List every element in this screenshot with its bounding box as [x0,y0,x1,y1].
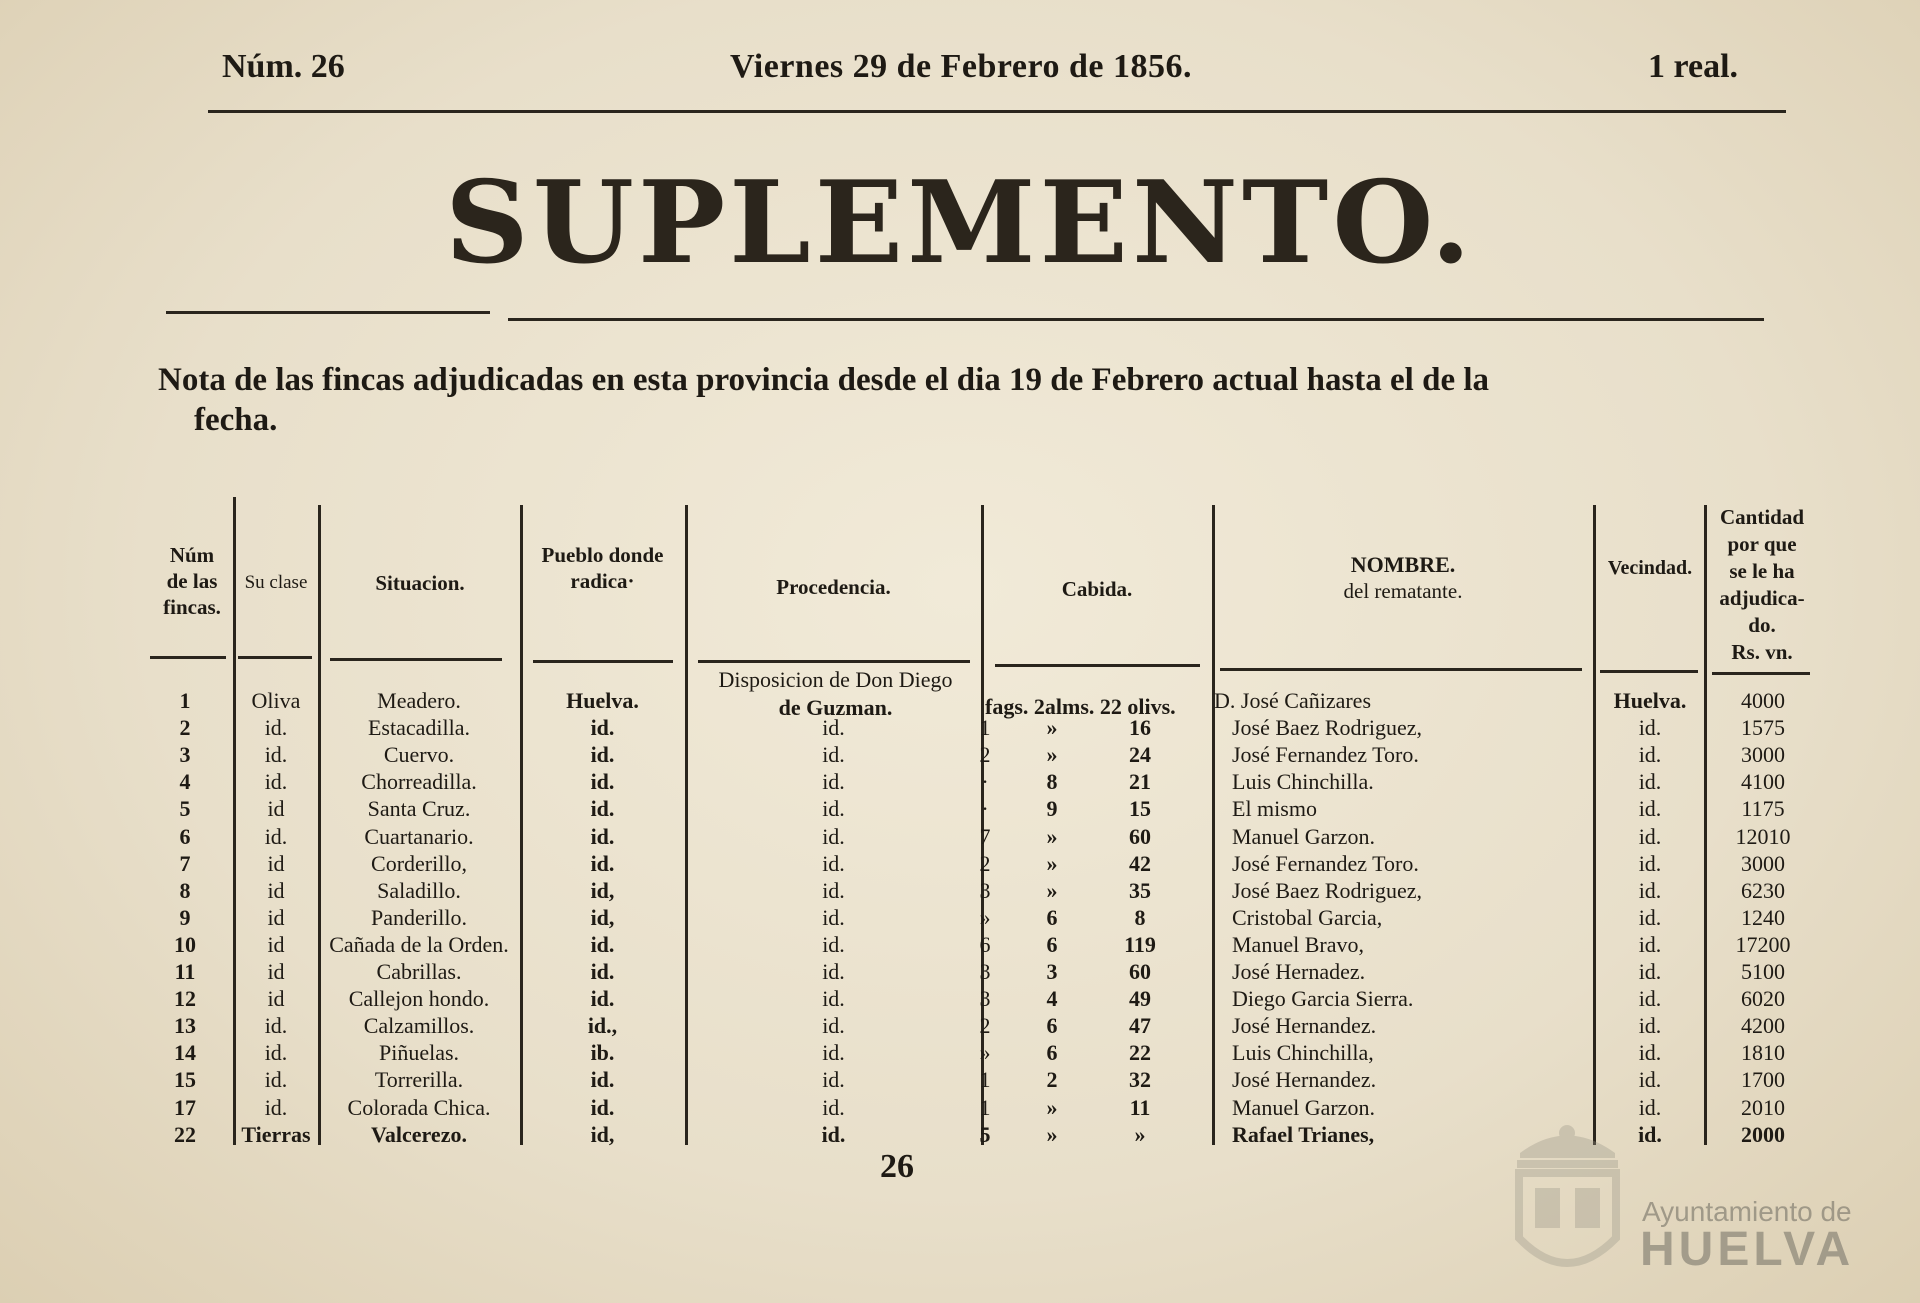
cell-vecindad: id. [1638,1067,1662,1093]
table-row [0,986,1920,1013]
cell-nombre: Manuel Garzon. [1232,1094,1375,1120]
cell-f: » [979,904,991,930]
cell-clase: id [267,959,285,984]
header-cantidad-line: se le ha [1729,559,1795,583]
table-row [0,1122,1920,1149]
cell-f: · [981,769,989,795]
cell-cantidad: 1810 [1741,1040,1785,1066]
cell-situacion: Corderillo, [371,850,467,876]
cell-f: » [979,1040,991,1066]
header-underline [1600,670,1698,673]
cell-nombre: D. José Cañizares [1214,688,1372,713]
cell-num: 7 [179,850,191,876]
cell-vecindad: id. [1638,742,1662,768]
cell-vecindad: id. [1638,715,1662,741]
coat-of-arms-icon [1505,1098,1630,1288]
table-row [0,959,1920,986]
cell-situacion: Callejon hondo. [348,986,490,1012]
cell-cantidad: 1240 [1741,904,1785,930]
cell-nombre: El mismo [1232,796,1317,822]
cell-f: 1 [979,715,991,741]
cell-num: 22 [174,1121,196,1147]
cell-f: 7 [979,823,991,849]
cell-a: » [1046,715,1058,741]
cell-f: 6 [979,931,991,957]
cell-nombre: José Fernandez Toro. [1232,742,1419,768]
cell-a: » [1046,877,1058,903]
cell-num: 9 [179,904,191,930]
cell-nombre: José Hernadez. [1232,959,1366,984]
cell-procedencia: id. [822,796,845,822]
cell-num: 10 [174,931,196,957]
header-num-line: Núm [169,543,215,567]
header-nombre-line: del rematante. [1343,579,1463,603]
cell-situacion: Cañada de la Orden. [329,931,509,957]
header-procedencia: Procedencia. [776,575,891,599]
cell-clase: id [267,904,285,930]
issue-number: Núm. 26 [222,48,345,85]
header-cantidad [1704,504,1820,666]
cell-nombre: José Hernandez. [1232,1067,1377,1093]
cell-nombre: José Hernandez. [1232,1013,1377,1039]
table-row [0,1040,1920,1067]
cell-situacion: Cuervo. [383,742,455,768]
header-cantidad-line: por que [1727,532,1797,556]
header-num-line: de las [166,569,218,593]
procedencia-first-line: Disposicion de Don Diego [718,667,953,692]
page-number: 26 [880,1148,914,1185]
cell-num: 14 [174,1040,196,1066]
cell-vecindad: id. [1638,769,1662,795]
cell-clase: id. [264,1013,288,1039]
header-underline [1712,672,1810,675]
cell-f: 2 [979,1013,991,1039]
cell-situacion: Torrerilla. [374,1067,464,1093]
header-cantidad-line: Rs. vn. [1731,640,1793,664]
cell-vecindad: id. [1638,931,1662,957]
header-underline [1220,668,1582,671]
cell-clase: id. [264,715,288,741]
cell-cantidad: 1175 [1741,796,1785,822]
header-clase: Su clase [244,572,308,593]
header-cantidad-line: Cantidad [1719,505,1805,529]
cell-o: 60 [1129,823,1151,849]
cell-situacion: Panderillo. [371,904,467,930]
cell-procedencia: id. [822,931,845,957]
cell-o: 11 [1129,1094,1151,1120]
title-rule-right [508,318,1764,321]
cell-o: 16 [1129,715,1151,741]
cell-o: 35 [1129,877,1151,903]
header-pueblo-line: radica· [570,569,635,593]
cell-cantidad: 6020 [1741,986,1785,1012]
cell-clase: id. [264,742,288,768]
cell-o: 49 [1129,986,1151,1012]
cell-cantidad: 2010 [1741,1094,1785,1120]
cell-cantidad: 1700 [1741,1067,1785,1093]
cell-a: 6 [1046,904,1058,930]
cell-vecindad: id. [1638,850,1662,876]
cell-a: 6 [1046,1040,1058,1066]
cell-cantidad: 6230 [1741,877,1785,903]
header-underline [150,656,226,659]
cell-f: 1 [979,1094,991,1120]
cell-pueblo: ib. [590,1040,615,1066]
cell-procedencia: id. [822,715,845,741]
cell-a: 6 [1046,931,1058,957]
issue-price: 1 real. [1648,48,1739,85]
cell-num: 12 [174,986,196,1012]
cell-o: 15 [1129,796,1151,822]
cell-vecindad: id. [1638,959,1662,984]
cell-procedencia: id. [822,850,845,876]
header-cabida: Cabida. [1061,577,1133,601]
cell-nombre: Manuel Garzon. [1232,823,1375,849]
table-row [0,932,1920,959]
table-row [0,769,1920,796]
cell-f: 2 [979,742,991,768]
cell-procedencia: id. [822,1040,845,1066]
cell-cantidad: 2000 [1741,1121,1785,1147]
cell-f: 3 [979,877,991,903]
cell-cantidad: 4200 [1741,1013,1785,1039]
cell-situacion: Calzamillos. [363,1013,475,1039]
cell-o: » [1134,1121,1146,1147]
cell-cantidad: 4000 [1741,688,1785,713]
cell-pueblo: id. [590,715,615,741]
intro-note-line-2: fecha. [194,402,278,438]
intro-note-line-1: Nota de las fincas adjudicadas en esta provincia desde el dia 19 de Febrero actual hasta el de la [158,362,1490,398]
cell-clase: id. [264,769,288,795]
cell-cantidad: 3000 [1741,850,1785,876]
watermark-line-2: HUELVA [1640,1223,1855,1276]
page-title: SUPLEMENTO. [445,156,1475,290]
cell-procedencia: id. [822,742,845,768]
cell-cantidad: 17200 [1735,931,1791,957]
cell-a: » [1046,850,1058,876]
cell-clase: id [267,931,285,957]
cell-num: 6 [179,823,191,849]
cell-a: 6 [1046,1013,1058,1039]
table-row [0,742,1920,769]
title-rule-left [166,311,490,314]
cell-situacion: Santa Cruz. [367,796,471,822]
table-row [0,1013,1920,1040]
cell-situacion: Colorada Chica. [347,1094,491,1120]
cell-pueblo: id. [590,796,615,822]
cell-vecindad: id. [1638,1121,1662,1147]
intro-note [158,360,1818,440]
cell-num: 5 [179,796,191,822]
cell-clase: id. [264,823,288,849]
cell-clase: id [267,796,285,822]
cell-cantidad: 5100 [1741,959,1785,984]
cell-vecindad: id. [1638,1094,1662,1120]
cell-f: 2 [979,850,991,876]
cell-pueblo: id. [590,742,615,768]
cabida-units: fags. 2alms. 22 olivs. [985,694,1176,719]
cell-num: 8 [179,877,191,903]
header-nombre [1213,552,1593,604]
header-pueblo-line: Pueblo donde [541,543,664,567]
cell-f: 5 [979,1121,991,1147]
cell-a: » [1046,742,1058,768]
table-row [0,796,1920,823]
header-cantidad-line: adjudica- [1719,586,1805,610]
cell-a: 2 [1046,1067,1058,1093]
header-underline [238,656,312,659]
cell-nombre: Luis Chinchilla. [1232,769,1374,795]
cell-situacion: Meadero. [377,688,461,713]
cell-procedencia: id. [822,986,845,1012]
header-vecindad: Vecindad. [1607,557,1693,579]
cell-clase: Tierras [241,1121,311,1147]
cell-situacion: Saladillo. [377,877,461,903]
cell-cantidad: 1575 [1741,715,1785,741]
header-underline [330,658,502,661]
cell-cantidad: 3000 [1741,742,1785,768]
cell-clase: id. [264,1040,288,1066]
cell-situacion: Piñuelas. [378,1040,460,1066]
cell-nombre: José Baez Rodriguez, [1232,715,1422,741]
cell-o: 22 [1129,1040,1151,1066]
cell-nombre: Diego Garcia Sierra. [1232,986,1414,1012]
cell-procedencia: id. [822,1067,845,1093]
cell-num: 15 [174,1067,196,1093]
cell-clase: Oliva [251,688,301,713]
cell-a: 8 [1046,769,1058,795]
cell-pueblo: id. [590,850,615,876]
cell-num: 11 [174,959,196,984]
cell-procedencia: id. [822,1094,845,1120]
cell-vecindad: id. [1638,1013,1662,1039]
cell-nombre: Luis Chinchilla, [1232,1040,1374,1066]
cell-situacion: Cabrillas. [376,959,462,984]
cell-a: » [1046,1094,1058,1120]
cell-o: 119 [1124,931,1156,957]
cell-f: 3 [979,959,991,984]
cell-o: 24 [1129,742,1151,768]
cell-o: 32 [1129,1067,1151,1093]
issue-date: Viernes 29 de Febrero de 1856. [730,48,1192,85]
table-row [0,1067,1920,1094]
cell-a: 3 [1046,959,1058,984]
cell-o: 42 [1129,850,1151,876]
header-pueblo [520,542,685,594]
cell-pueblo: id, [590,904,615,930]
header-underline [533,660,673,663]
cell-num: 2 [179,715,191,741]
cell-a: 9 [1046,796,1058,822]
cell-num: 4 [179,769,191,795]
cell-num: 13 [174,1013,196,1039]
watermark-line-1: Ayuntamiento de [1642,1196,1852,1227]
cell-f: 1 [979,1067,991,1093]
cell-clase: id [267,850,285,876]
cell-num: 1 [179,688,191,713]
cell-a: 4 [1046,986,1058,1012]
cell-vecindad: id. [1638,823,1662,849]
cell-vecindad: id. [1638,877,1662,903]
cell-pueblo: id, [590,877,615,903]
cell-nombre: José Fernandez Toro. [1232,850,1419,876]
cell-vecindad: id. [1638,904,1662,930]
header-num-line: fincas. [163,595,221,619]
cell-cantidad: 4100 [1741,769,1785,795]
cell-pueblo: id. [590,1094,615,1120]
cell-situacion: Estacadilla. [367,715,470,741]
table-row [0,905,1920,932]
procedencia-first-line: de Guzman. [778,695,893,720]
cell-num: 17 [174,1094,196,1120]
table-row [0,824,1920,851]
cell-procedencia: id. [821,1121,846,1147]
cell-procedencia: id. [822,877,845,903]
cell-procedencia: id. [822,823,845,849]
cell-clase: id. [264,1094,288,1120]
cell-procedencia: id. [822,959,845,984]
table-row [0,878,1920,905]
cell-a: » [1046,1121,1058,1147]
cell-pueblo: id. [590,1067,615,1093]
cell-f: 3 [979,986,991,1012]
cell-pueblo: id. [590,823,615,849]
cell-vecindad: id. [1638,1040,1662,1066]
cell-nombre: José Baez Rodriguez, [1232,877,1422,903]
table-row [0,688,1920,715]
cell-clase: id [267,986,285,1012]
cell-pueblo: id. [590,959,615,984]
cell-pueblo: id, [590,1121,615,1147]
cell-f: · [981,796,989,822]
cell-vecindad: id. [1638,986,1662,1012]
cell-procedencia: id. [822,1013,845,1039]
header-num [152,542,232,620]
table-row [0,1095,1920,1122]
cell-pueblo: Huelva. [566,688,639,713]
cell-a: » [1046,823,1058,849]
cell-procedencia: id. [822,904,845,930]
cell-pueblo: id. [590,769,615,795]
header-cantidad-line: do. [1748,613,1776,637]
cell-num: 3 [179,742,191,768]
cell-nombre: Rafael Trianes, [1232,1121,1375,1147]
cell-o: 47 [1129,1013,1151,1039]
cell-clase: id [267,877,285,903]
masthead-rule [208,110,1786,113]
cell-situacion: Cuartanario. [364,823,474,849]
header-situacion: Situacion. [375,571,465,595]
table-row [0,851,1920,878]
cell-situacion: Valcerezo. [371,1121,467,1147]
header-underline [995,664,1200,667]
cell-pueblo: id. [590,931,615,957]
cell-cantidad: 12010 [1735,823,1791,849]
cell-nombre: Cristobal Garcia, [1232,904,1383,930]
header-underline [698,660,970,663]
header-nombre-line: NOMBRE. [1350,552,1456,577]
cell-pueblo: id. [590,986,615,1012]
cell-vecindad: Huelva. [1613,688,1687,713]
cell-clase: id. [264,1067,288,1093]
cell-nombre: Manuel Bravo, [1232,931,1364,957]
cell-situacion: Chorreadilla. [361,769,477,795]
cell-o: 60 [1129,959,1151,984]
cell-procedencia: id. [822,769,845,795]
cell-o: 21 [1129,769,1151,795]
cell-pueblo: id., [587,1013,618,1039]
cell-vecindad: id. [1638,796,1662,822]
table-row [0,715,1920,742]
cell-o: 8 [1134,904,1146,930]
